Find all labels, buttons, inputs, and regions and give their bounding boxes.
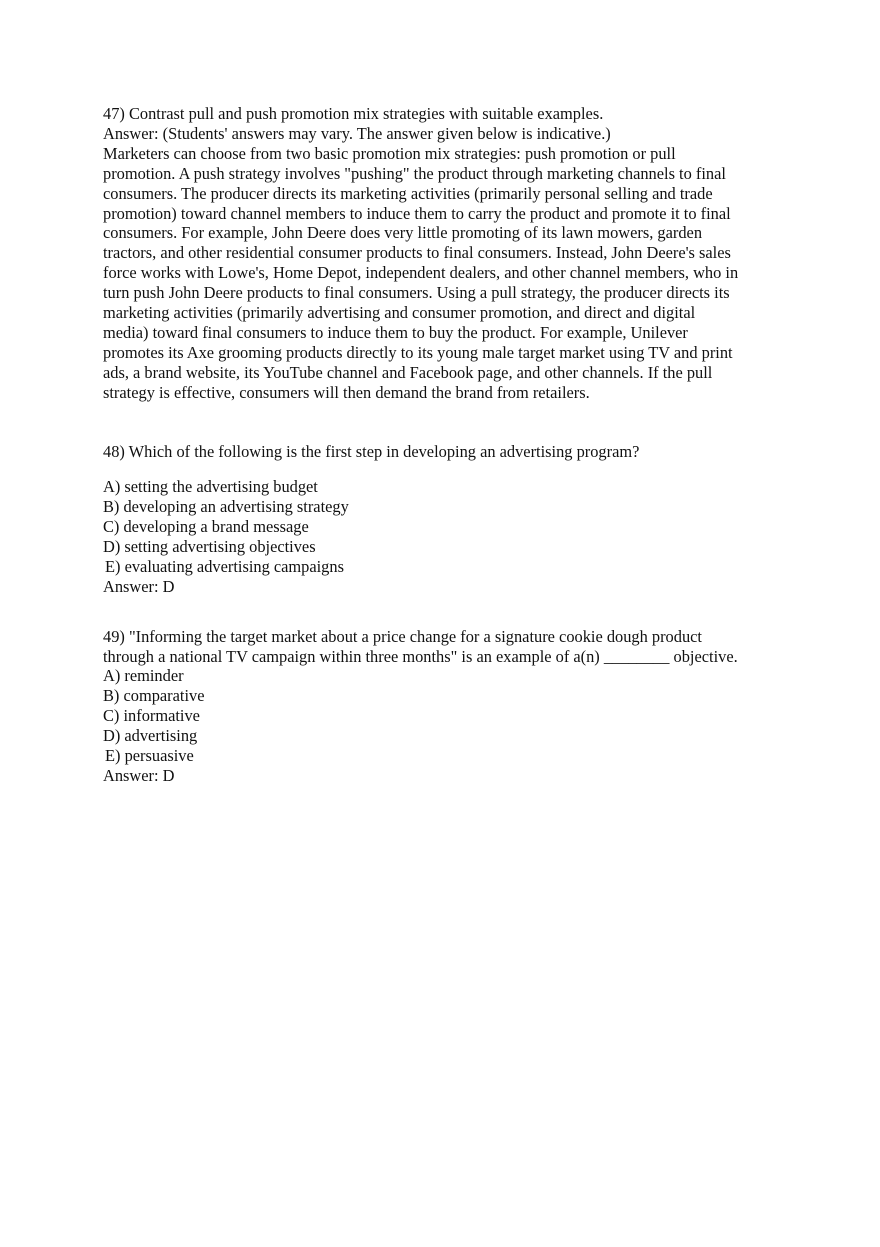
option-a: A) setting the advertising budget bbox=[103, 477, 318, 496]
question-48-text: 48) Which of the following is the first step in developing an advertising program? bbox=[103, 442, 640, 461]
answer-line: consumers. For example, John Deere does very little promoting of its lawn mowers, garden bbox=[103, 223, 703, 243]
question-49-options bbox=[103, 666, 793, 785]
question-48-answer: Answer: D bbox=[103, 576, 175, 596]
answer-line: promotion. A push strategy involves "pushing" the product through marketing channels to final bbox=[103, 163, 726, 183]
answer-line: force works with Lowe's, Home Depot, independent dealers, and other channel members, who in bbox=[103, 263, 739, 283]
answer-line: ads, a brand website, its YouTube channel and Facebook page, and other channels. If the pull bbox=[103, 362, 713, 382]
question-47-answer-label: Answer: (Students' answers may vary. The answer given below is indicative.) bbox=[103, 123, 611, 143]
answer-line: Marketers can choose from two basic promotion mix strategies: push promotion or pull bbox=[103, 143, 676, 163]
question-49-answer: Answer: D bbox=[103, 765, 175, 785]
option-e: E) evaluating advertising campaigns bbox=[105, 556, 344, 576]
option-e: E) persuasive bbox=[105, 745, 194, 765]
option-b: B) developing an advertising strategy bbox=[103, 496, 349, 516]
answer-line: media) toward final consumers to induce them to buy the product. For example, Unilever bbox=[103, 322, 688, 342]
question-48-options bbox=[103, 477, 793, 596]
question-49-text-line: through a national TV campaign within three months" is an example of a(n) ________ objective. bbox=[103, 646, 738, 666]
question-48 bbox=[103, 442, 793, 462]
answer-line: strategy is effective, consumers will then demand the brand from retailers. bbox=[103, 382, 590, 402]
answer-line: turn push John Deere products to final consumers. Using a pull strategy, the producer directs its bbox=[103, 283, 730, 303]
option-a: A) reminder bbox=[103, 666, 184, 685]
question-49 bbox=[103, 627, 793, 667]
answer-line: marketing activities (primarily advertising and consumer promotion, and direct and digital bbox=[103, 303, 696, 323]
question-47-text: 47) Contrast pull and push promotion mix strategies with suitable examples. bbox=[103, 104, 604, 123]
option-d: D) advertising bbox=[103, 725, 198, 745]
answer-line: tractors, and other residential consumer products to final consumers. Instead, John Deere's sales bbox=[103, 243, 731, 263]
question-49-text-line: 49) "Informing the target market about a price change for a signature cookie dough product bbox=[103, 627, 702, 646]
option-b: B) comparative bbox=[103, 685, 205, 705]
option-d: D) setting advertising objectives bbox=[103, 536, 316, 556]
option-c: C) developing a brand message bbox=[103, 516, 309, 536]
question-47 bbox=[103, 104, 793, 403]
answer-line: promotes its Axe grooming products directly to its young male target market using TV and print bbox=[103, 342, 733, 362]
answer-line: promotion) toward channel members to induce them to carry the product and promote it to final bbox=[103, 203, 731, 223]
option-c: C) informative bbox=[103, 705, 200, 725]
answer-line: consumers. The producer directs its marketing activities (primarily personal selling and trade bbox=[103, 183, 713, 203]
